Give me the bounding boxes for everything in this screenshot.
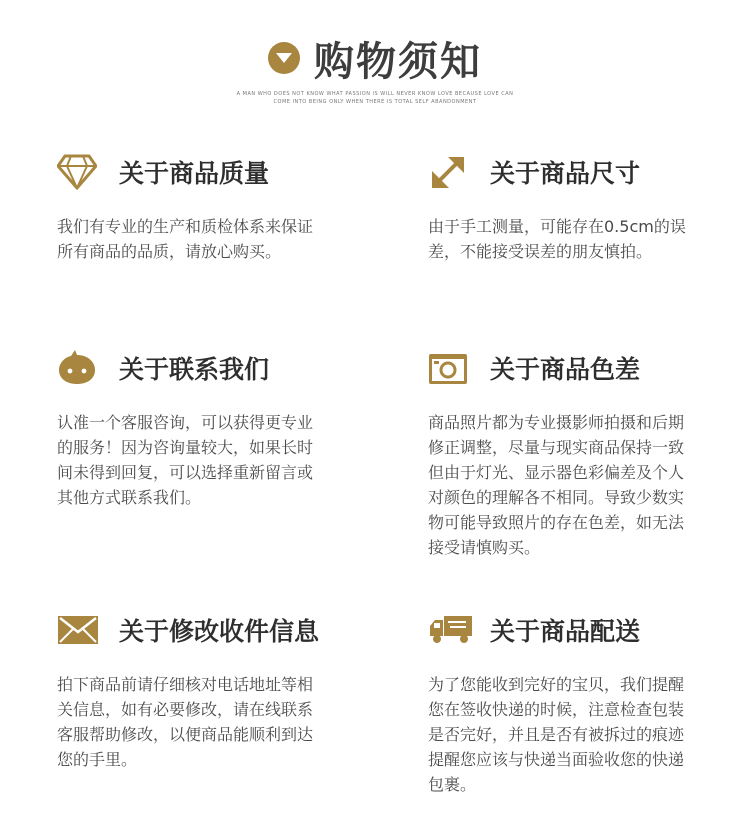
card-title: 关于商品质量 bbox=[119, 159, 270, 188]
card-address bbox=[57, 608, 357, 772]
card-contact bbox=[57, 346, 357, 510]
title-row bbox=[0, 30, 750, 86]
card-body: 我们有专业的生产和质检体系来保证所有商品的品质，请放心购买。 bbox=[57, 217, 314, 261]
card-color bbox=[428, 346, 728, 560]
card-title: 关于修改收件信息 bbox=[119, 617, 320, 646]
card-title: 关于商品配送 bbox=[490, 617, 641, 646]
card-title: 关于联系我们 bbox=[119, 355, 270, 384]
card-body: 商品照片都为专业摄影师拍摄和后期修正调整，尽量与现实商品保持一致但由于灯光、显示器色彩偏差及个人对颜色的理解各不相同。导致少数实物可能导致照片的存在色差，如无法接受请慎购买。 bbox=[428, 413, 685, 557]
card-body: 为了您能收到完好的宝贝，我们提醒您在签收快递的时候，注意检查包装是否完好，并且是否有被拆过的痕迹提醒您应该与快递当面验收您的快递包裹。 bbox=[428, 675, 685, 794]
page-subtitle: A MAN WHO DOES NOT KNOW WHAT PASSION IS WILL NEVER KNOW LOVE BECAUSE LOVE CAN COME INTO BEING ONLY WHEN THERE IS TOTAL SELF ABANDONMENT bbox=[236, 91, 514, 105]
down-triangle-icon bbox=[268, 42, 300, 74]
diamond-icon bbox=[57, 150, 107, 194]
camera-icon bbox=[428, 346, 478, 390]
delivery-truck-icon bbox=[428, 608, 478, 652]
chat-bubble-icon bbox=[57, 346, 107, 390]
page-header bbox=[0, 30, 750, 106]
card-title: 关于商品尺寸 bbox=[490, 159, 641, 188]
card-body: 拍下商品前请仔细核对电话地址等相关信息，如有必要修改，请在线联系客服帮助修改，以便商品能顺利到达您的手里。 bbox=[57, 675, 314, 769]
card-quality bbox=[57, 150, 357, 264]
page-title: 购物须知 bbox=[314, 38, 482, 85]
card-body: 由于手工测量，可能存在0.5cm的误差，不能接受误差的朋友慎拍。 bbox=[428, 217, 686, 261]
card-size bbox=[428, 150, 728, 264]
resize-arrow-icon bbox=[428, 150, 478, 194]
envelope-icon bbox=[57, 608, 107, 652]
card-delivery bbox=[428, 608, 728, 797]
card-title: 关于商品色差 bbox=[490, 355, 641, 384]
card-body: 认准一个客服咨询，可以获得更专业的服务！因为咨询量较大，如果长时间未得到回复，可以选择重新留言或其他方式联系我们。 bbox=[57, 413, 314, 507]
